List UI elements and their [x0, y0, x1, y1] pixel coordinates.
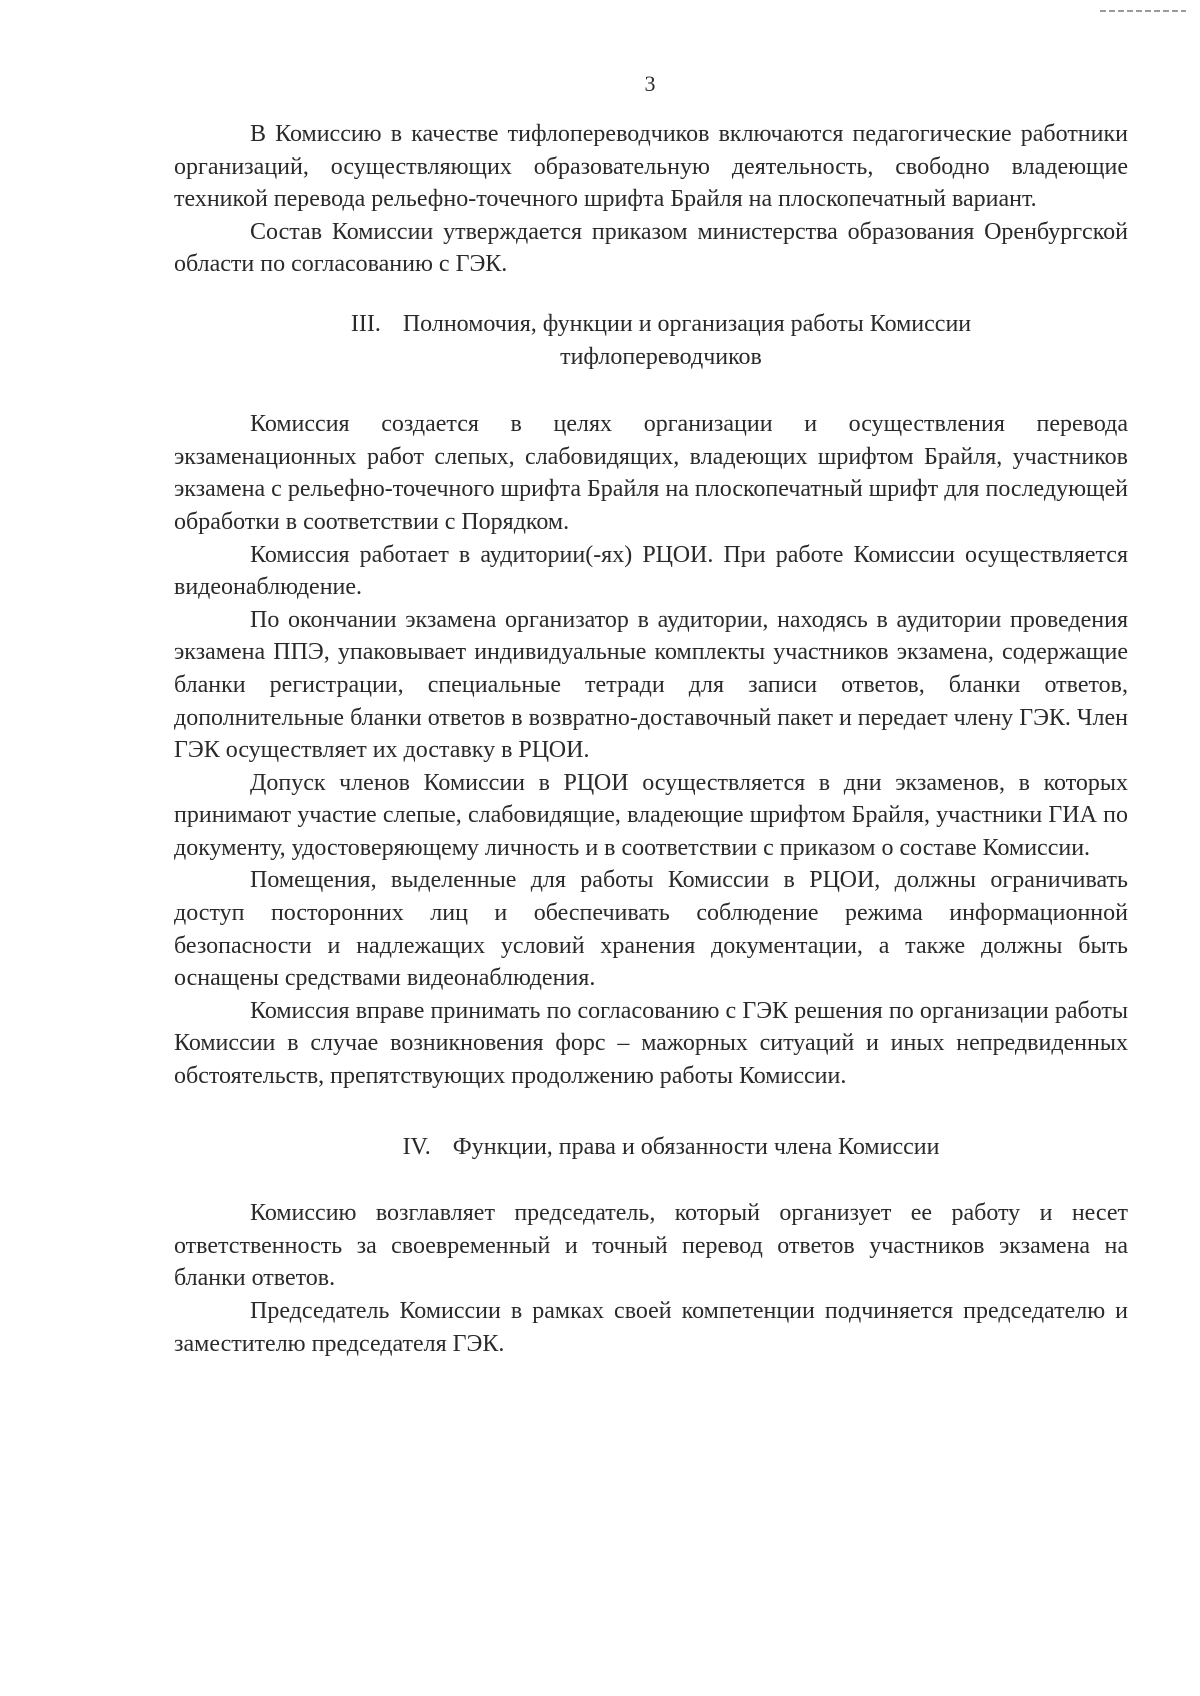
section-4-heading [174, 1131, 1128, 1164]
section-3-heading [174, 308, 1128, 373]
paragraph: Председатель Комиссии в рамках своей компетенции подчиняется председателю и заместителю председателя ГЭК. [174, 1298, 1128, 1357]
paragraph: По окончании экзамена организатор в аудитории, находясь в аудитории проведения экзамена ППЭ, упаковывает индивидуальные комплекты участников экзамена, содержащие бланки регистрации, специальные тетради для записи ответов, бланки ответов, дополнительные бланки ответов в возвратно-доставочный пакет и передает члену ГЭК. Член ГЭК осуществляет их доставку в РЦОИ. [174, 606, 1128, 764]
section-3-numeral: III. [350, 310, 381, 337]
paragraph: Комиссия создается в целях организации и осуществления перевода экзаменационных работ слепых, слабовидящих, владеющих шрифтом Брайля, участников экзамена с рельефно-точечного шрифта Брайля на плоскопечатный шрифт для последующей обработки в соответствии с Порядком. [174, 411, 1128, 535]
paragraph: Комиссия вправе принимать по согласованию с ГЭК решения по организации работы Комиссии в случае возникновения форс – мажорных ситуаций и иных непредвиденных обстоятельств, препятствующих продолжению работы Комиссии. [174, 997, 1128, 1090]
paragraph: Допуск членов Комиссии в РЦОИ осуществляется в дни экзаменов, в которых принимают участие слепые, слабовидящие, владеющие шрифтом Брайля, участники ГИА по документу, удостоверяющему личность и в соответствии с приказом о составе Комиссии. [174, 769, 1128, 861]
section-3-title-line2: тифлопереводчиков [560, 343, 762, 370]
paragraph: Комиссия работает в аудитории(-ях) РЦОИ. При работе Комиссии осуществляется видеонаблюдение. [174, 541, 1128, 601]
paragraph: Помещения, выделенные для работы Комиссии в РЦОИ, должны ограничивать доступ посторонних лиц и обеспечивать соблюдение режима информационной безопасности и надлежащих условий хранения документации, а также должны быть оснащены средствами видеонаблюдения. [174, 867, 1128, 992]
section-4-title: Функции, права и обязанности члена Комиссии [452, 1133, 940, 1160]
section-3-title-line1: Полномочия, функции и организация работы Комиссии [402, 310, 972, 337]
paragraph: Состав Комиссии утверждается приказом министерства образования Оренбургской области по согласованию с ГЭК. [174, 218, 1128, 278]
paragraph: В Комиссию в качестве тифлопереводчиков включаются педагогические работники организаций, осуществляющих образовательную деятельность, свободно владеющие техникой перевода рельефно-точечного шрифта Брайля на плоскопечатный вариант. [174, 121, 1128, 213]
scan-edge-mark [1100, 10, 1186, 12]
text-column [174, 118, 1128, 1360]
page-number: 3 [644, 71, 656, 96]
paragraph: Комиссию возглавляет председатель, который организует ее работу и несет ответственность за своевременный и точный перевод ответов участников экзамена на бланки ответов. [174, 1200, 1128, 1292]
section-4-numeral: IV. [402, 1133, 431, 1160]
